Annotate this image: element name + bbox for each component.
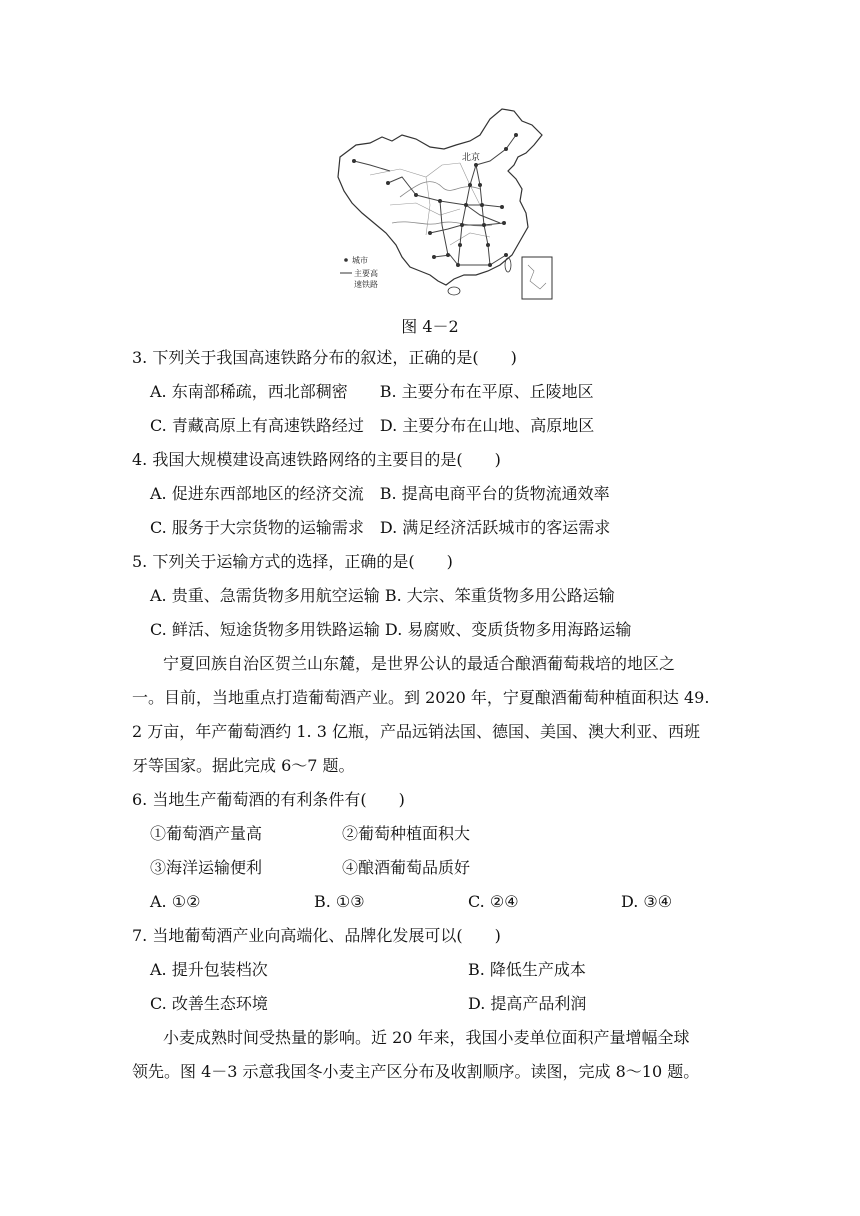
city-dot: [456, 263, 460, 267]
city-dot: [504, 253, 508, 257]
city-dot: [502, 221, 506, 225]
passage1-line4: 牙等国家。据此完成 6～7 题。: [132, 756, 355, 775]
passage1-line3: 2 万亩，年产葡萄酒约 1. 3 亿瓶，产品远销法国、德国、美国、澳大利亚、西班: [132, 722, 700, 741]
q3-options-row1: A. 东南部稀疏，西北部稠密 B. 主要分布在平原、丘陵地区: [150, 382, 594, 401]
figure-caption: 图 4－2: [401, 317, 459, 336]
city-dot: [486, 243, 490, 247]
city-dot: [386, 181, 390, 185]
q6-option-d: D. ③④: [621, 892, 673, 911]
q7-option-b: B. 降低生产成本: [468, 960, 586, 979]
city-dot: [352, 159, 356, 163]
city-dot: [482, 223, 486, 227]
legend-city-symbol: [344, 258, 348, 262]
city-dot: [446, 253, 450, 257]
q3-options-row2: C. 青藏高原上有高速铁路经过 D. 主要分布在山地、高原地区: [150, 416, 595, 435]
legend-city-label: 城市: [352, 256, 368, 265]
city-dot: [478, 183, 482, 187]
q5-stem: 5. 下列关于运输方式的选择，正确的是( ): [132, 552, 453, 571]
q6-option-a: A. ①②: [150, 892, 201, 911]
rail-lines: [354, 135, 516, 265]
city-dot: [460, 223, 464, 227]
passage1-line2: 一。目前，当地重点打造葡萄酒产业。到 2020 年，宁夏酿酒葡萄种植面积达 49.: [132, 688, 710, 707]
china-railway-map: [330, 105, 560, 303]
city-dot: [480, 203, 484, 207]
q6-statement-1: ①葡萄酒产量高: [150, 824, 263, 843]
city-dot: [468, 183, 472, 187]
city-dot: [428, 231, 432, 235]
legend-rail-label-1: 主要高: [354, 269, 378, 278]
city-dot: [438, 199, 442, 203]
city-dot: [474, 163, 478, 167]
q6-stem: 6. 当地生产葡萄酒的有利条件有( ): [132, 790, 405, 809]
city-dot: [500, 205, 504, 209]
q7-option-d: D. 提高产品利润: [468, 994, 587, 1013]
city-dot: [488, 263, 492, 267]
taiwan-island: [505, 258, 511, 272]
q5-options-row1: A. 贵重、急需货物多用航空运输 B. 大宗、笨重货物多用公路运输: [150, 586, 615, 605]
q7-option-c: C. 改善生态环境: [150, 994, 268, 1013]
q7-option-a: A. 提升包装档次: [150, 960, 268, 979]
passage1-line1: 宁夏回族自治区贺兰山东麓，是世界公认的最适合酿酒葡萄栽培的地区之: [163, 654, 676, 673]
q6-option-b: B. ①③: [314, 892, 365, 911]
hainan-island: [448, 287, 460, 295]
q6-option-c: C. ②④: [468, 892, 519, 911]
q6-statement-2: ②葡萄种植面积大: [342, 824, 471, 843]
city-dot: [514, 133, 518, 137]
q4-stem: 4. 我国大规模建设高速铁路网络的主要目的是( ): [132, 450, 501, 469]
q3-stem: 3. 下列关于我国高速铁路分布的叙述，正确的是( ): [132, 348, 517, 367]
inset-islands: [528, 265, 546, 289]
map-svg: [330, 105, 560, 303]
q6-statement-4: ④酿酒葡萄品质好: [342, 858, 471, 877]
passage2-line1: 小麦成熟时间受热量的影响。近 20 年来，我国小麦单位面积产量增幅全球: [163, 1028, 690, 1047]
q4-options-row1: A. 促进东西部地区的经济交流 B. 提高电商平台的货物流通效率: [150, 484, 610, 503]
q5-options-row2: C. 鲜活、短途货物多用铁路运输 D. 易腐败、变质货物多用海路运输: [150, 620, 632, 639]
city-dot: [414, 193, 418, 197]
q7-stem: 7. 当地葡萄酒产业向高端化、品牌化发展可以( ): [132, 926, 501, 945]
q6-statement-3: ③海洋运输便利: [150, 858, 263, 877]
city-dot: [504, 147, 508, 151]
china-outline: [338, 109, 542, 285]
legend-rail-label-2: 速铁路: [354, 280, 378, 289]
city-dot: [464, 203, 468, 207]
city-dot: [458, 243, 462, 247]
q4-options-row2: C. 服务于大宗货物的运输需求 D. 满足经济活跃城市的客运需求: [150, 518, 611, 537]
city-dot: [432, 255, 436, 259]
south-sea-inset: [522, 257, 552, 299]
beijing-label: 北京: [462, 153, 481, 163]
passage2-line2: 领先。图 4－3 示意我国冬小麦主产区分布及收割顺序。读图，完成 8～10 题。: [132, 1062, 700, 1081]
